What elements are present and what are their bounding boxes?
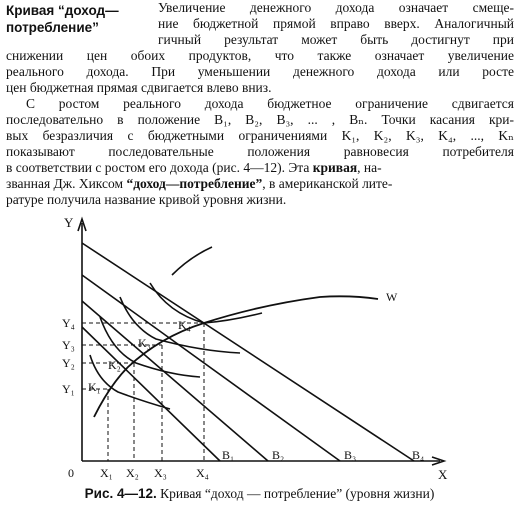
text-line (6, 160, 514, 176)
budget-label: B₃ (344, 448, 357, 462)
caption-text: Кривая “доход — потребление” (уровня жизни) (156, 486, 435, 501)
text-line: последовательно в положение B₁, B₂, B₃, ... , Bₙ. Точки касания кри- (6, 112, 514, 127)
y-tick-label: Y₁ (62, 382, 75, 396)
x-tick-label: X₄ (196, 466, 209, 480)
text-line: ратуре получила название кривой уровня жизни. (6, 192, 287, 207)
tangency-label: K₁ (88, 380, 101, 394)
figure-income-consumption (0, 205, 519, 485)
heading-line: Кривая “доход— (6, 3, 119, 18)
text-line: показывают последовательные положения равновесия потребителя (6, 144, 514, 159)
text-line: С ростом реального дохода бюджетное ограничение сдвигается (26, 96, 514, 111)
y-axis-label: Y (64, 215, 74, 230)
intro-paragraph (158, 0, 514, 48)
diagram-svg (0, 205, 519, 485)
x-tick-label: X₂ (126, 466, 139, 480)
text-run: , в американской лите- (262, 176, 393, 191)
budget-label: B₂ (272, 448, 285, 462)
indifference-curve-4-upper (172, 247, 212, 275)
text-line: снижении цен обоих продуктов, что также означает увеличение (6, 48, 514, 63)
budget-line-b4 (82, 243, 414, 461)
budget-label: B₄ (412, 448, 425, 462)
curve-label-w: W (386, 290, 398, 304)
section-heading (6, 2, 156, 36)
text-run: , на- (357, 160, 382, 175)
tangency-label: K₂ (108, 358, 121, 372)
caption-label: Рис. 4—12. (84, 486, 157, 501)
x-tick-label: X₁ (100, 466, 113, 480)
text-run: званная Дж. Хиксом (6, 176, 127, 191)
text-line: Увеличение денежного дохода означает смеще- (158, 0, 514, 15)
y-tick-label: Y₄ (62, 316, 75, 330)
tangency-label: K₄ (178, 318, 191, 332)
x-axis-label: X (438, 467, 448, 482)
budget-label: B₁ (222, 448, 235, 462)
budget-line-b1 (82, 327, 220, 461)
y-tick-label: Y₃ (62, 338, 75, 352)
text-line: цен бюджетная прямая сдвигается влево вниз. (6, 80, 272, 95)
heading-line: потребление” (6, 20, 99, 35)
text-line: реального дохода. При уменьшении денежного дохода или росте (6, 64, 514, 79)
origin-label: 0 (68, 466, 74, 480)
bold-term: кривая (312, 160, 358, 175)
y-tick-label: Y₂ (62, 356, 75, 370)
figure-caption (0, 486, 519, 502)
text-line: ние бюджетной прямой вправо вверх. Аналогичный (158, 16, 514, 31)
body-text (6, 48, 514, 208)
text-run: в соответствии с ростом его дохода (рис. 4—12). Эта (6, 160, 313, 175)
x-tick-label: X₃ (154, 466, 167, 480)
text-line: гичный результат может быть достигнут при (158, 32, 514, 47)
budget-line-b2 (82, 301, 268, 461)
text-line: вых безразличия с бюджетными ограничениями K₁, K₂, K₃, K₄, ..., Kₙ (6, 128, 514, 143)
tangency-label: K₃ (138, 336, 151, 350)
text-line (6, 176, 514, 192)
bold-term: “доход—потребление” (126, 176, 263, 191)
indifference-curve-4 (150, 283, 262, 323)
